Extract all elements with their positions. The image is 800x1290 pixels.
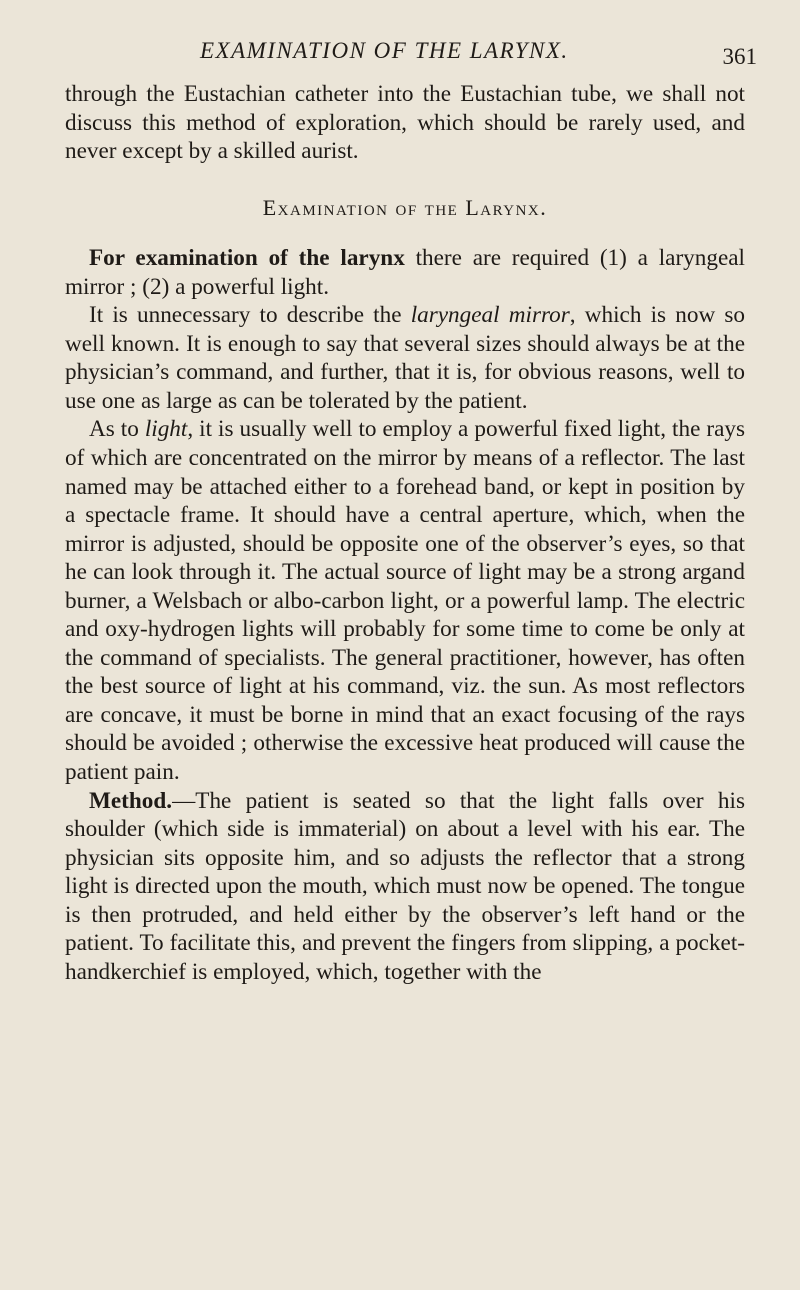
paragraph-text: It is unnecessary to describe the (89, 302, 411, 329)
emphasis-term: laryngeal mirror (410, 302, 570, 329)
page-number: 361 (722, 44, 757, 69)
paragraph-laryngeal-mirror (65, 301, 745, 415)
emphasis-term: light (144, 416, 188, 443)
section-heading: Examination of the Larynx. (262, 194, 548, 220)
paragraph-text: As to (89, 416, 145, 443)
paragraph-lead: Method. (89, 787, 173, 814)
paragraph-light (65, 415, 745, 786)
paragraph-requirements (65, 244, 745, 301)
running-head: EXAMINATION OF THE LARYNX. (200, 38, 569, 63)
paragraph-method (65, 787, 745, 987)
body-text (65, 80, 745, 986)
paragraph-text: , which is now so well known. It is enough to say that several sizes should always be at the physician’s command, and further, that it is, for obvious reasons, well to use one as large as can be tolerated by the patient. (65, 302, 746, 414)
paragraph-continued: through the Eustachian catheter into the Eustachian tube, we shall not discuss this method of exploration, which should be rarely used, and never except by a skilled aurist. (65, 81, 745, 165)
paragraph-text: there are required (1) a laryngeal mirror ; (2) a powerful light. (65, 245, 745, 300)
paragraph-text: , it is usually well to employ a powerful fixed light, the rays of which are concentrated on the mirror by means of a reflector. The last named may be attached either to a forehead band, or kept in position by a spectacle frame. It should have a central aperture, which, when the mirror is adjusted, should be opposite one of the observer’s eyes, so that he can look through it. The actual source of light may be a strong argand burner, a Welsbach or albo-carbon light, or a powerful lamp. The electric and oxy-hydrogen lights will probably for some time to come be only at the command of specialists. The general practitioner, however, has often the best source of light at his command, viz. the sun. As most reflectors are concave, it must be borne in mind that an exact focusing of the rays should be avoided ; otherwise the excessive heat produced will cause the patient pain. (65, 416, 745, 786)
paragraph-text: —The patient is seated so that the light falls over his shoulder (which side is immaterial) on about a level with his ear. The physician sits opposite him, and so adjusts the reflector that a strong light is directed upon the mouth, which must now be opened. The tongue is then protruded, and held either by the observer’s left hand or the patient. To facilitate this, and prevent the fingers from slipping, a pocket-handkerchief is employed, which, together with the (65, 787, 745, 985)
paragraph-lead: For examination of the larynx (89, 245, 405, 272)
